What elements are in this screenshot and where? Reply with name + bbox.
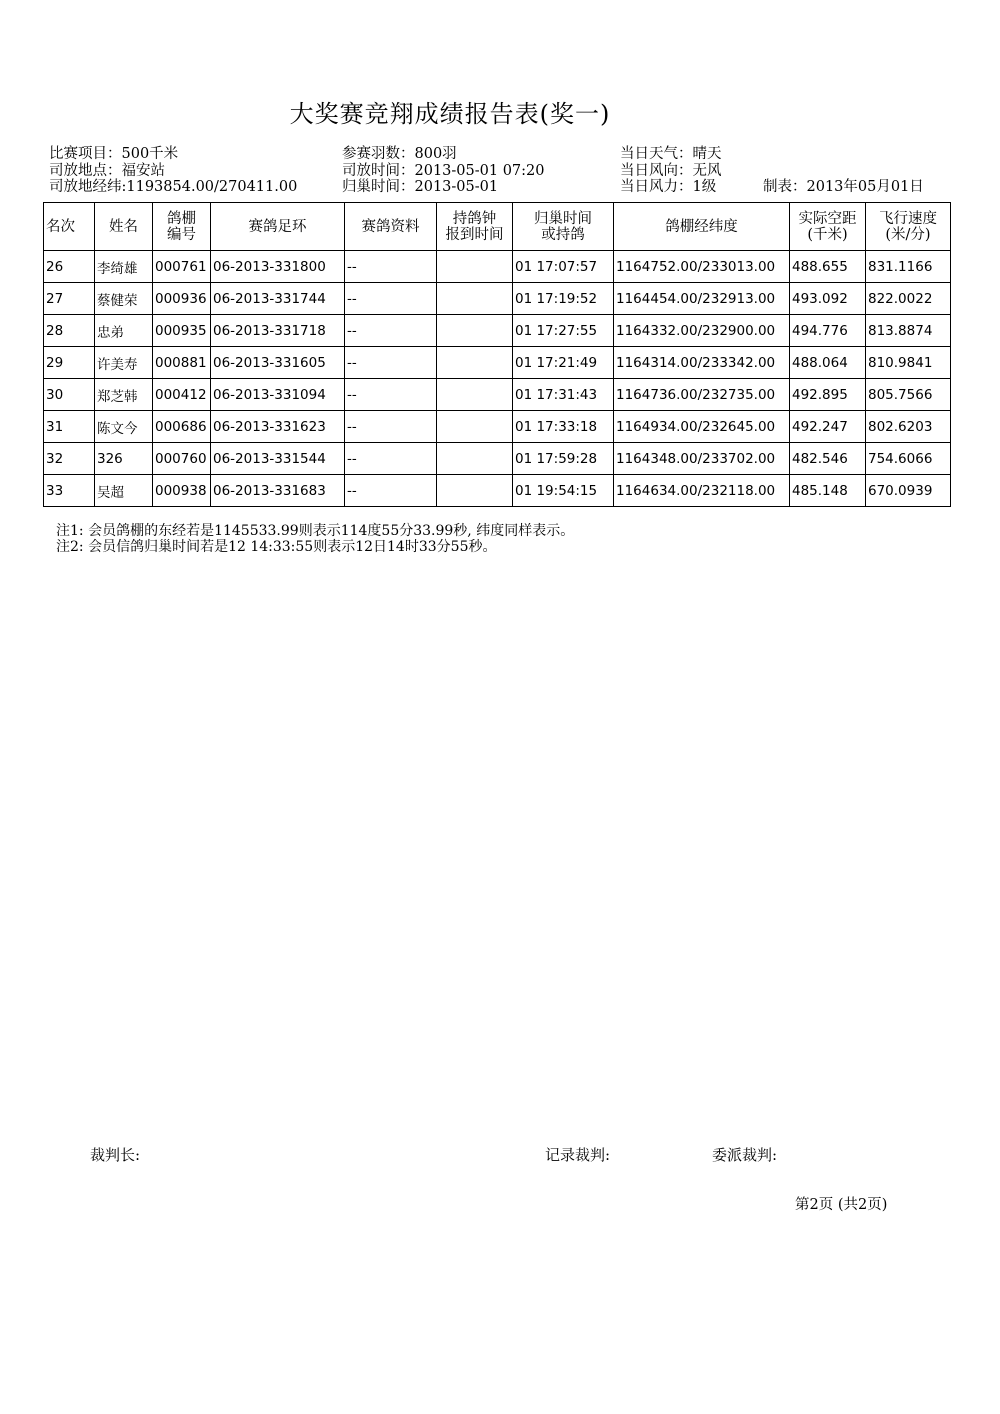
release-coordinates: 司放地经纬:1193854.00/270411.00 [49, 179, 298, 195]
cell-distance: 493.092 [790, 283, 866, 315]
delegated-referee-label: 委派裁判: [712, 1146, 778, 1164]
cell-pigeon-info: -- [345, 251, 437, 283]
cell-return-time: 01 17:33:18 [513, 411, 614, 443]
table-row [44, 443, 951, 475]
cell-name: 蔡健荣 [95, 283, 153, 315]
notes [56, 523, 574, 555]
header-speed: 飞行速度 (米/分) [866, 203, 951, 251]
cell-speed: 822.0022 [866, 283, 951, 315]
cell-speed: 810.9841 [866, 347, 951, 379]
cell-loft-id: 000935 [153, 315, 211, 347]
cell-speed: 802.6203 [866, 411, 951, 443]
cell-pigeon-info: -- [345, 411, 437, 443]
cell-loft-id: 000938 [153, 475, 211, 507]
cell-clock-time [437, 443, 513, 475]
cell-coordinates: 1164314.00/233342.00 [614, 347, 790, 379]
note-2: 注2: 会员信鸽归巢时间若是12 14:33:55则表示12日14时33分55秒。 [56, 539, 497, 555]
table-row [44, 315, 951, 347]
cell-ring: 06-2013-331623 [211, 411, 345, 443]
cell-speed: 831.1166 [866, 251, 951, 283]
cell-name: 忠弟 [95, 315, 153, 347]
cell-loft-id: 000760 [153, 443, 211, 475]
header-coordinates: 鸽棚经纬度 [614, 203, 790, 251]
cell-rank: 29 [44, 347, 95, 379]
header-loft-id: 鸽棚 编号 [153, 203, 211, 251]
header-ring: 赛鸽足环 [211, 203, 345, 251]
cell-ring: 06-2013-331718 [211, 315, 345, 347]
header-rank: 名次 [44, 203, 95, 251]
table-row [44, 251, 951, 283]
cell-return-time: 01 17:27:55 [513, 315, 614, 347]
chief-referee-label: 裁判长: [90, 1146, 141, 1164]
cell-coordinates: 1164634.00/232118.00 [614, 475, 790, 507]
cell-return-time: 01 19:54:15 [513, 475, 614, 507]
return-date: 归巢时间：2013-05-01 [342, 179, 499, 195]
cell-coordinates: 1164736.00/232735.00 [614, 379, 790, 411]
cell-rank: 31 [44, 411, 95, 443]
info-column-3 [620, 146, 722, 196]
cell-coordinates: 1164934.00/232645.00 [614, 411, 790, 443]
cell-return-time: 01 17:59:28 [513, 443, 614, 475]
release-time: 司放时间：2013-05-01 07:20 [342, 162, 545, 179]
cell-return-time: 01 17:31:43 [513, 379, 614, 411]
cell-rank: 30 [44, 379, 95, 411]
cell-ring: 06-2013-331544 [211, 443, 345, 475]
cell-return-time: 01 17:07:57 [513, 251, 614, 283]
weather: 当日天气：晴天 [620, 146, 722, 162]
cell-coordinates: 1164752.00/233013.00 [614, 251, 790, 283]
wind-force: 当日风力：1级 [620, 179, 717, 195]
cell-speed: 813.8874 [866, 315, 951, 347]
table-row [44, 475, 951, 507]
cell-ring: 06-2013-331800 [211, 251, 345, 283]
cell-coordinates: 1164348.00/233702.00 [614, 443, 790, 475]
header-return-time: 归巢时间 或持鸽 [513, 203, 614, 251]
cell-loft-id: 000881 [153, 347, 211, 379]
page-number: 第2页 (共2页) [795, 1197, 888, 1213]
cell-pigeon-info: -- [345, 315, 437, 347]
cell-distance: 482.546 [790, 443, 866, 475]
info-column-2 [342, 146, 545, 196]
cell-name: 326 [95, 443, 153, 475]
release-place: 司放地点：福安站 [49, 162, 165, 179]
note-1: 注1: 会员鸽棚的东经若是1145533.99则表示114度55分33.99秒, 纬度同样表示。 [56, 523, 575, 539]
cell-distance: 494.776 [790, 315, 866, 347]
cell-distance: 488.064 [790, 347, 866, 379]
results-table [43, 202, 951, 507]
cell-distance: 485.148 [790, 475, 866, 507]
cell-name: 郑芝韩 [95, 379, 153, 411]
cell-clock-time [437, 347, 513, 379]
cell-return-time: 01 17:19:52 [513, 283, 614, 315]
table-row [44, 283, 951, 315]
table-header-row [44, 203, 951, 251]
cell-coordinates: 1164332.00/232900.00 [614, 315, 790, 347]
wind-direction: 当日风向：无风 [620, 162, 722, 179]
cell-name: 许美寿 [95, 347, 153, 379]
cell-speed: 670.0939 [866, 475, 951, 507]
cell-pigeon-info: -- [345, 283, 437, 315]
cell-clock-time [437, 379, 513, 411]
report-title: 大奖赛竞翔成绩报告表(奖一) [289, 100, 611, 128]
cell-clock-time [437, 283, 513, 315]
recording-referee-label: 记录裁判: [545, 1146, 611, 1164]
header-clock-time: 持鸽钟 报到时间 [437, 203, 513, 251]
cell-clock-time [437, 475, 513, 507]
header-distance: 实际空距 (千米) [790, 203, 866, 251]
cell-clock-time [437, 315, 513, 347]
cell-return-time: 01 17:21:49 [513, 347, 614, 379]
cell-speed: 805.7566 [866, 379, 951, 411]
cell-speed: 754.6066 [866, 443, 951, 475]
header-name: 姓名 [95, 203, 153, 251]
table-row [44, 379, 951, 411]
cell-ring: 06-2013-331094 [211, 379, 345, 411]
made-date: 制表：2013年05月01日 [763, 179, 924, 195]
cell-ring: 06-2013-331683 [211, 475, 345, 507]
entry-count: 参赛羽数：800羽 [342, 146, 457, 162]
cell-ring: 06-2013-331605 [211, 347, 345, 379]
cell-coordinates: 1164454.00/232913.00 [614, 283, 790, 315]
table-row [44, 347, 951, 379]
cell-loft-id: 000936 [153, 283, 211, 315]
race-item: 比赛项目：500千米 [49, 146, 179, 162]
cell-rank: 27 [44, 283, 95, 315]
cell-loft-id: 000412 [153, 379, 211, 411]
cell-rank: 32 [44, 443, 95, 475]
cell-ring: 06-2013-331744 [211, 283, 345, 315]
cell-name: 陈文今 [95, 411, 153, 443]
table-row [44, 411, 951, 443]
cell-rank: 33 [44, 475, 95, 507]
cell-clock-time [437, 251, 513, 283]
cell-pigeon-info: -- [345, 379, 437, 411]
info-column-1 [49, 146, 297, 196]
cell-distance: 492.247 [790, 411, 866, 443]
cell-loft-id: 000761 [153, 251, 211, 283]
cell-distance: 492.895 [790, 379, 866, 411]
cell-distance: 488.655 [790, 251, 866, 283]
cell-clock-time [437, 411, 513, 443]
cell-pigeon-info: -- [345, 347, 437, 379]
header-pigeon-info: 赛鸽资料 [345, 203, 437, 251]
cell-name: 吴超 [95, 475, 153, 507]
cell-pigeon-info: -- [345, 443, 437, 475]
cell-loft-id: 000686 [153, 411, 211, 443]
cell-rank: 28 [44, 315, 95, 347]
cell-name: 李绮雄 [95, 251, 153, 283]
cell-pigeon-info: -- [345, 475, 437, 507]
cell-rank: 26 [44, 251, 95, 283]
